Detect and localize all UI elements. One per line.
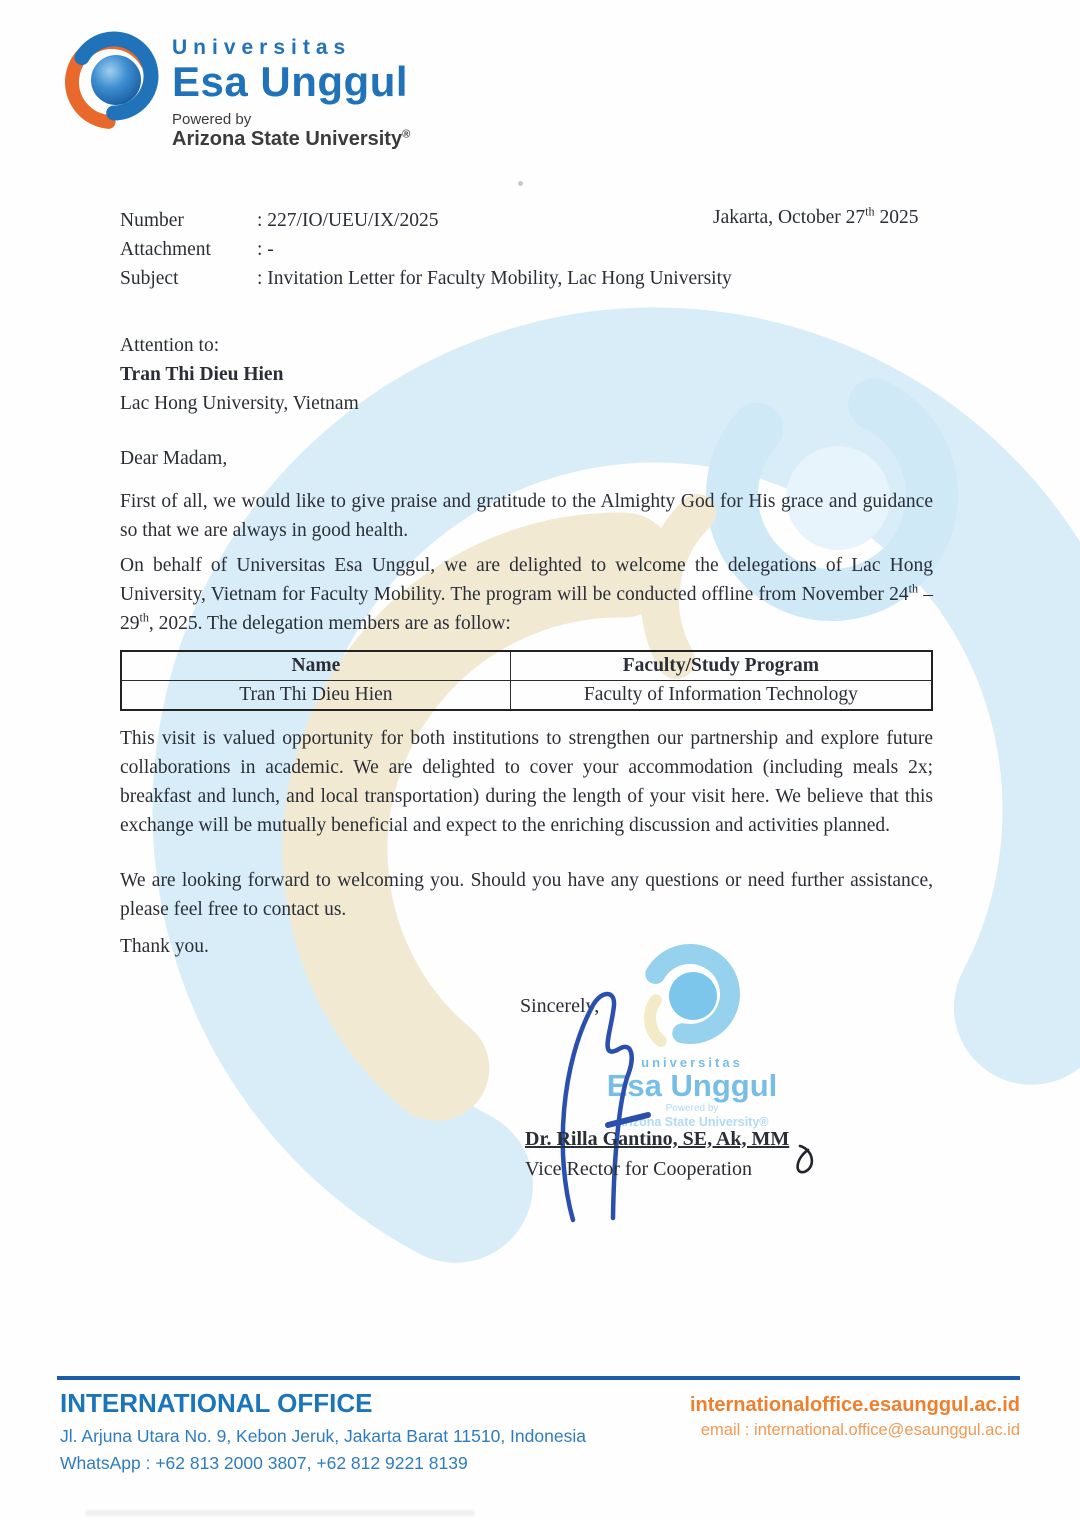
paragraph-4: We are looking forward to welcoming you. Should you have any questions or need further assistance, please feel free to contact us. xyxy=(120,870,933,920)
signer-title: Vice Rector for Cooperation xyxy=(525,1158,753,1180)
table-row xyxy=(121,681,932,711)
esa-unggul-logo-icon xyxy=(62,28,167,138)
attention-label: Attention to: xyxy=(120,335,220,356)
stamp-asu: Arizona State University® xyxy=(615,1115,769,1129)
footer-website: internationaloffice.esaunggul.ac.id xyxy=(689,1394,1020,1416)
logo-universitas-text: Universitas xyxy=(172,36,352,59)
stamp-brand: Esa Unggul xyxy=(606,1068,778,1103)
scan-speck xyxy=(518,181,523,186)
number-value: : 227/IO/UEU/IX/2025 xyxy=(257,210,439,231)
stamp-powered-by: Powered by xyxy=(665,1103,719,1114)
footer-divider xyxy=(57,1376,1020,1380)
logo-asu-text: Arizona State University® xyxy=(172,128,411,150)
logo-brand-text: Esa Unggul xyxy=(172,58,409,105)
university-logo xyxy=(62,28,167,143)
footer-right xyxy=(620,1394,1020,1440)
salutation: Dear Madam, xyxy=(120,448,228,469)
table-header-row xyxy=(121,651,932,681)
meta-attachment-row xyxy=(120,235,732,264)
attachment-label: Attachment xyxy=(120,239,211,260)
attachment-value: : - xyxy=(257,239,274,260)
letter-meta xyxy=(120,206,732,293)
footer-left xyxy=(60,1388,586,1477)
signature-ink xyxy=(540,975,860,1235)
logo-powered-by: Powered by xyxy=(172,111,252,128)
paragraph-1: First of all, we would like to give praise and gratitude to the Almighty God for His grace and guidance so that we are always in good health. xyxy=(120,491,933,541)
meta-number-row xyxy=(120,206,732,235)
recipient-name: Tran Thi Dieu Hien xyxy=(120,364,284,385)
paragraph-2: On behalf of Universitas Esa Unggul, we are delighted to welcome the delegations of Lac Hong University, Vietnam for Faculty Mobility. The program will be conducted offline from November 24th – 29th, 2025. The delegation members are as follow: xyxy=(120,555,933,634)
subject-label: Subject xyxy=(120,268,179,289)
meta-subject-row xyxy=(120,264,732,293)
pen-squiggle xyxy=(792,1138,828,1182)
footer-address: Jl. Arjuna Utara No. 9, Kebon Jeruk, Jakarta Barat 11510, Indonesia xyxy=(60,1426,586,1446)
recipient-org: Lac Hong University, Vietnam xyxy=(120,393,359,414)
table-cell-name: Tran Thi Dieu Hien xyxy=(121,681,510,711)
table-header-name: Name xyxy=(121,651,510,681)
footer-whatsapp: WhatsApp : +62 813 2000 3807, +62 812 9221 8139 xyxy=(60,1453,468,1473)
thank-you: Thank you. xyxy=(120,936,209,957)
number-label: Number xyxy=(120,210,184,231)
table-cell-faculty: Faculty of Information Technology xyxy=(510,681,932,711)
delegation-table xyxy=(120,650,933,711)
footer-office-title: INTERNATIONAL OFFICE xyxy=(60,1388,373,1418)
footer-email: email : international.office@esaunggul.ac.id xyxy=(700,1421,1020,1439)
signer-name: Dr. Rilla Gantino, SE, Ak, MM xyxy=(525,1128,790,1150)
letter-date: Jakarta, October 27th 2025 xyxy=(713,204,919,228)
stamp-universitas: universitas xyxy=(641,1055,743,1070)
sincerely: Sincerely, xyxy=(520,995,600,1017)
recipient-block xyxy=(120,331,933,418)
subject-value: : Invitation Letter for Faculty Mobility, Lac Hong University xyxy=(257,268,732,289)
table-header-faculty: Faculty/Study Program xyxy=(510,651,932,681)
scan-smudge xyxy=(85,1510,475,1516)
paragraph-3: This visit is valued opportunity for both institutions to strengthen our partnership and explore future collaborations in academic. We are delighted to cover your accommodation (including meals 2x; breakfast and lunch, and local transportation) during the length of your visit here. We believe that this exchange will be mutually beneficial and expect to the enriching discussion and activities planned. xyxy=(120,728,933,836)
